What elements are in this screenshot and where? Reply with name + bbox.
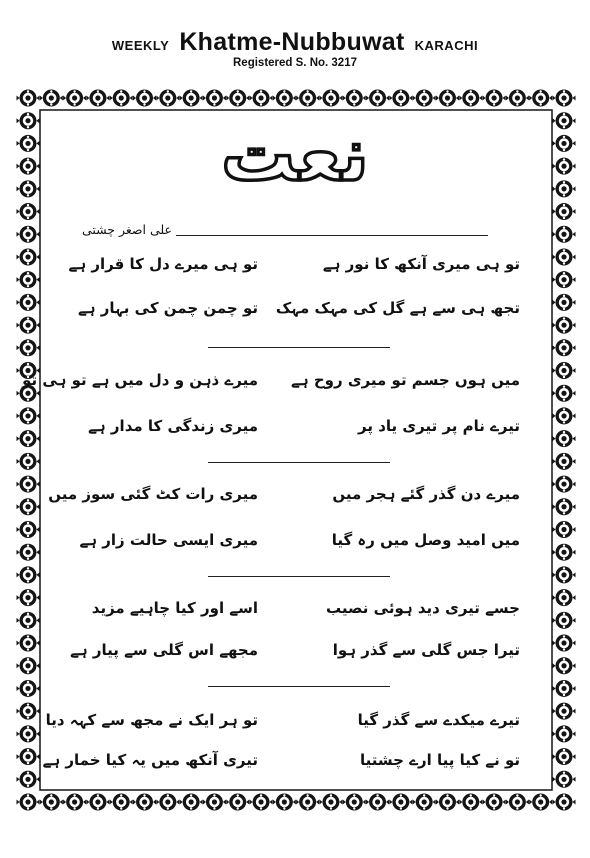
masthead-registration: Registered S. No. 3217 — [233, 57, 357, 69]
border-ornament — [63, 90, 86, 107]
border-ornament — [110, 794, 133, 811]
border-ornament — [413, 794, 436, 811]
border-ornament — [553, 203, 576, 220]
poet-line — [81, 222, 492, 242]
border-ornament — [17, 589, 40, 606]
border-ornament — [17, 476, 40, 493]
border-ornament — [17, 521, 40, 538]
border-ornament — [296, 794, 319, 811]
border-ornament — [17, 635, 40, 652]
verse-line: تو نے کیا پیا ارے چشتیا — [360, 751, 520, 769]
border-ornament — [553, 612, 576, 629]
border-ornament — [436, 794, 459, 811]
border-ornament — [553, 566, 576, 583]
border-ornament — [180, 794, 203, 811]
border-ornament — [553, 248, 576, 265]
border-ornament — [459, 794, 482, 811]
masthead — [0, 28, 590, 69]
verse-line: اسے اور کیا چاہیے مزید — [91, 599, 258, 617]
border-ornament — [459, 90, 482, 107]
poet-name: علی اصغر چشتی — [81, 222, 172, 237]
border-ornament — [553, 158, 576, 175]
naat-title-text: نعت — [221, 112, 369, 198]
border-ornament — [553, 294, 576, 311]
border-ornament — [553, 226, 576, 243]
border-ornament — [156, 90, 179, 107]
border-ornament — [343, 90, 366, 107]
border-ornament — [553, 703, 576, 720]
masthead-title: Khatme-Nubbuwat — [179, 28, 405, 56]
stanza-divider — [208, 686, 390, 687]
border-ornament — [17, 703, 40, 720]
poet-rule — [176, 235, 488, 236]
border-ornament — [553, 90, 576, 107]
border-ornament — [17, 317, 40, 334]
border-ornament — [553, 385, 576, 402]
border-ornament — [553, 725, 576, 742]
border-ornament — [17, 725, 40, 742]
border-ornament — [553, 544, 576, 561]
verse-line: تیری آنکھ میں یہ کیا خمار ہے — [42, 751, 258, 769]
border-ornament — [17, 771, 40, 788]
border-ornament — [17, 612, 40, 629]
border-ornament — [553, 112, 576, 129]
masthead-line — [0, 28, 590, 57]
verse-line: تیرا جس گلی سے گذر ہوا — [332, 641, 520, 659]
border-ornament — [553, 794, 576, 811]
naat-heading — [210, 110, 380, 202]
border-ornament — [40, 794, 63, 811]
border-ornament — [133, 794, 156, 811]
border-ornament — [553, 180, 576, 197]
border-ornament — [17, 680, 40, 697]
verse-line: تو ہی میری آنکھ کا نور ہے — [322, 255, 520, 273]
border-ornament — [273, 90, 296, 107]
naat-calligraphy — [210, 110, 380, 202]
border-ornament — [63, 794, 86, 811]
border-ornament — [17, 203, 40, 220]
stanza-divider — [208, 462, 390, 463]
border-ornament — [553, 135, 576, 152]
border-ornament — [17, 294, 40, 311]
border-ornament — [17, 90, 40, 107]
verse-line: جسے تیری دید ہوئی نصیب — [326, 599, 520, 617]
border-ornament — [17, 794, 40, 811]
border-ornament — [366, 794, 389, 811]
border-ornament — [17, 407, 40, 424]
border-ornament — [553, 680, 576, 697]
border-ornament — [203, 794, 226, 811]
border-ornament — [553, 476, 576, 493]
border-ornament — [17, 748, 40, 765]
border-ornament — [17, 248, 40, 265]
border-ornament — [17, 566, 40, 583]
border-ornament — [17, 498, 40, 515]
border-ornament — [553, 589, 576, 606]
border-ornament — [319, 794, 342, 811]
border-ornament — [40, 90, 63, 107]
border-ornament — [389, 794, 412, 811]
stanza-divider — [208, 347, 390, 348]
border-ornament — [17, 271, 40, 288]
border-ornament — [366, 90, 389, 107]
border-ornament — [553, 748, 576, 765]
border-ornament — [17, 226, 40, 243]
border-ornament — [553, 407, 576, 424]
border-ornament — [17, 657, 40, 674]
border-ornament — [553, 771, 576, 788]
border-ornament — [553, 430, 576, 447]
stanza-divider — [208, 576, 390, 577]
border-ornament — [553, 657, 576, 674]
border-ornament — [17, 158, 40, 175]
border-ornament — [506, 90, 529, 107]
border-ornament — [17, 180, 40, 197]
border-ornament — [17, 430, 40, 447]
border-ornament — [226, 90, 249, 107]
border-ornament — [86, 794, 109, 811]
border-ornament — [506, 794, 529, 811]
border-ornament — [483, 90, 506, 107]
border-ornament — [319, 90, 342, 107]
border-ornament — [483, 794, 506, 811]
verse-line: میں امید وصل میں رہ گیا — [331, 531, 520, 549]
border-ornament — [133, 90, 156, 107]
verse-line: میرے دن گذر گئے ہجر میں — [332, 485, 520, 503]
border-ornament — [553, 635, 576, 652]
border-ornament — [17, 544, 40, 561]
verse-line: میری زندگی کا مدار ہے — [88, 417, 258, 435]
verse-line: میری رات کٹ گئی سوز میں — [48, 485, 258, 503]
border-ornament — [203, 90, 226, 107]
border-ornament — [86, 90, 109, 107]
border-ornament — [436, 90, 459, 107]
border-ornament — [226, 794, 249, 811]
verse-line: تجھ ہی سے ہے گل کی مہک مہک — [275, 299, 520, 317]
border-ornament — [553, 498, 576, 515]
border-ornament — [17, 135, 40, 152]
border-ornament — [250, 90, 273, 107]
border-ornament — [553, 339, 576, 356]
masthead-city: KARACHI — [414, 38, 479, 53]
verse-line: تو ہی میرے دل کا قرار ہے — [68, 255, 258, 273]
verse-line: مجھے اس گلی سے پیار ہے — [70, 641, 258, 659]
border-ornament — [180, 90, 203, 107]
verse-line: میری ایسی حالت زار ہے — [79, 531, 258, 549]
border-ornament — [296, 90, 319, 107]
border-ornament — [529, 90, 552, 107]
border-ornament — [413, 90, 436, 107]
verse-line: میرے ذہن و دل میں ہے تو ہی تو — [22, 371, 258, 389]
verse-line: تو ہر ایک نے مجھ سے کہہ دیا — [45, 711, 258, 729]
border-ornament — [553, 317, 576, 334]
border-ornament — [553, 271, 576, 288]
border-ornament — [553, 453, 576, 470]
border-ornament — [17, 112, 40, 129]
border-ornament — [17, 339, 40, 356]
verse-line: تیرے میکدے سے گذر گیا — [357, 711, 520, 729]
masthead-weekly: WEEKLY — [111, 38, 170, 53]
verse-line: میں ہوں جسم تو میری روح ہے — [291, 371, 520, 389]
verse-line: تو چمن چمن کی بہار ہے — [77, 299, 258, 317]
border-ornament — [553, 362, 576, 379]
border-ornament — [529, 794, 552, 811]
border-ornament — [250, 794, 273, 811]
border-ornament — [273, 794, 296, 811]
border-ornament — [110, 90, 133, 107]
border-ornament — [17, 453, 40, 470]
border-ornament — [553, 521, 576, 538]
border-ornament — [389, 90, 412, 107]
verse-line: تیرے نام پر تیری یاد پر — [358, 417, 520, 435]
border-ornament — [343, 794, 366, 811]
border-ornament — [156, 794, 179, 811]
